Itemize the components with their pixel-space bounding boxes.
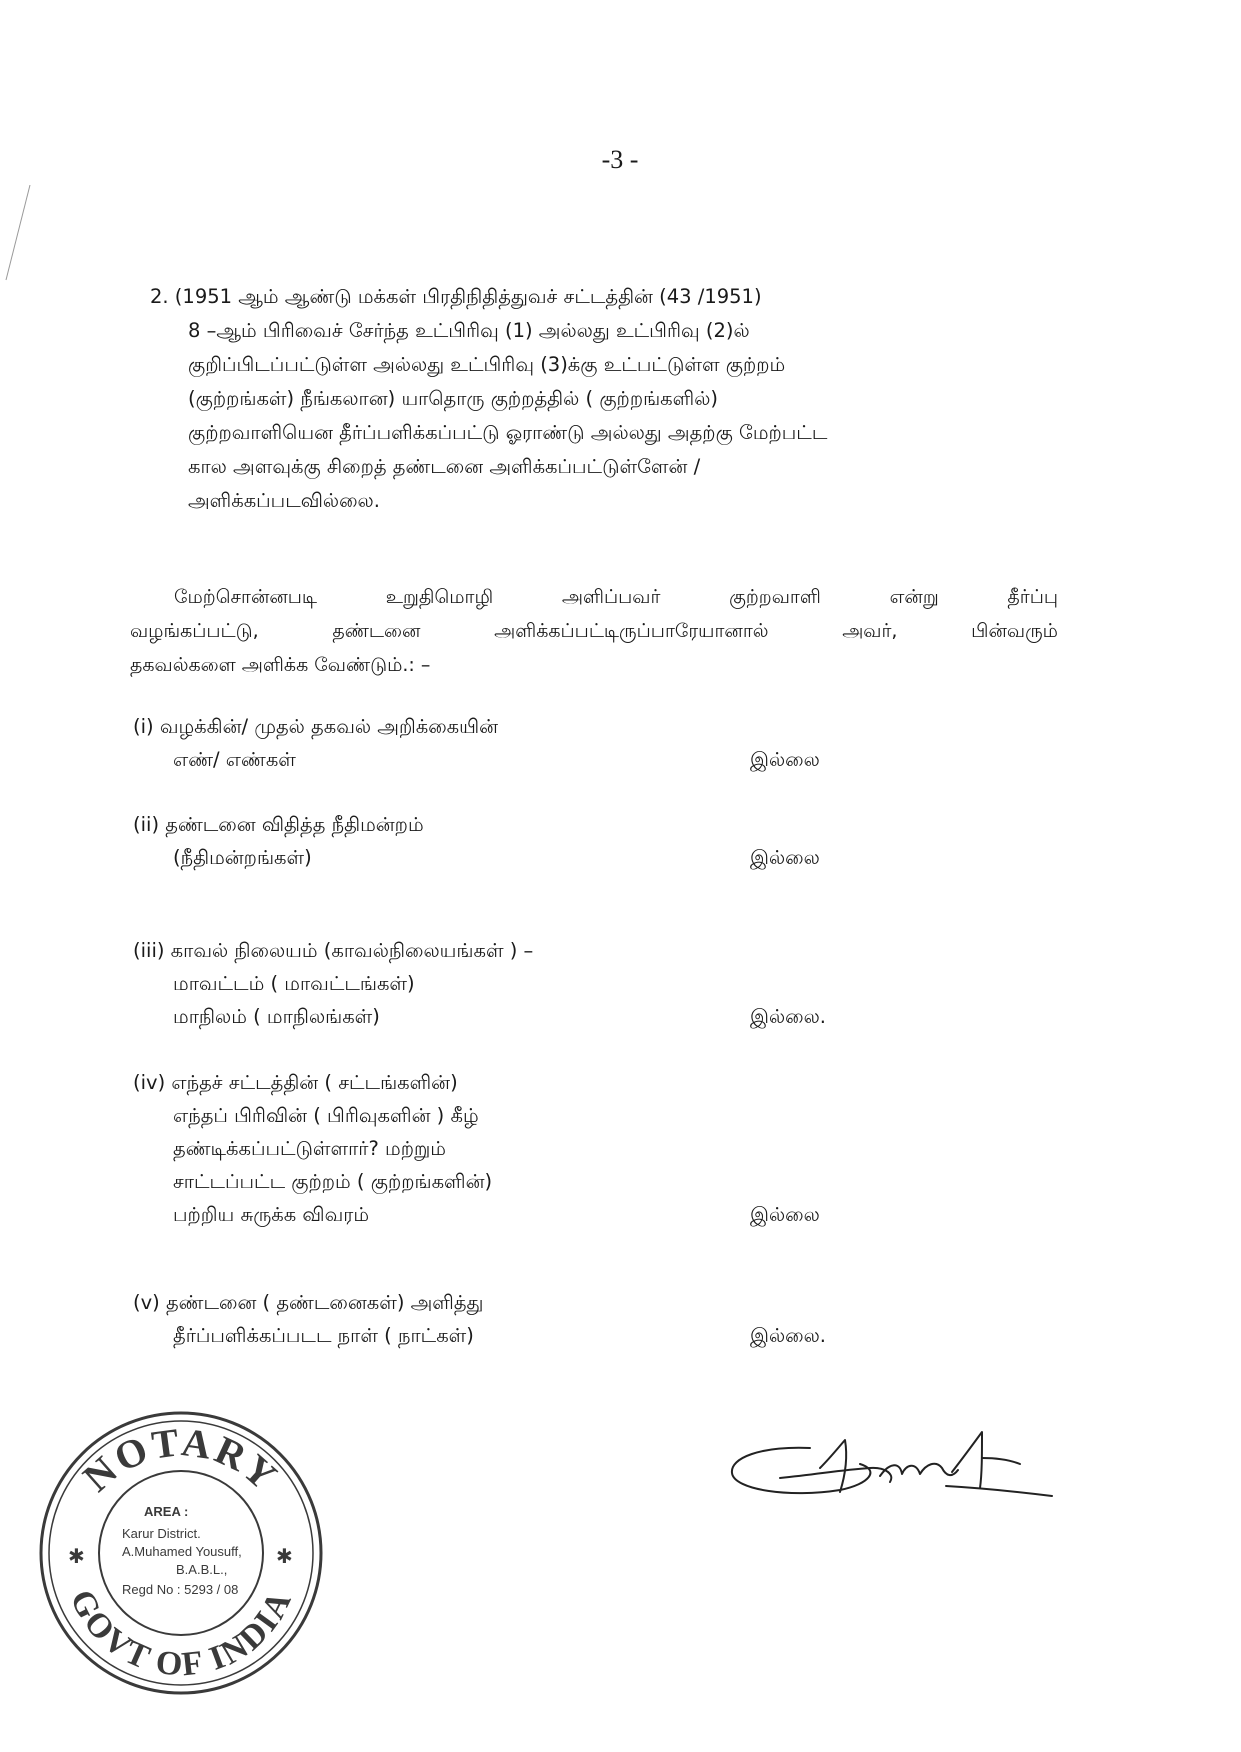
notary-stamp	[36, 1408, 326, 1698]
paragraph-line	[150, 416, 1010, 450]
intro-line-3: தகவல்களை அளிக்க வேண்டும்.: –	[130, 654, 431, 676]
stamp-line: A.Muhamed Yousuff,	[122, 1544, 242, 1559]
intro-paragraph	[130, 580, 1058, 682]
paragraph-2	[150, 280, 1010, 518]
intro-word: என்று	[889, 586, 939, 608]
svg-text:NOTARY	[74, 1419, 288, 1500]
page-number: -3 -	[601, 145, 639, 174]
paragraph-text: 2. (1951 ஆம் ஆண்டு மக்கள் பிரதிநிதித்துவச் சட்டத்தின் (43 /1951)	[150, 285, 762, 308]
item-ii	[133, 808, 893, 874]
intro-word: வழங்கப்பட்டு,	[130, 620, 259, 642]
item-text: மாவட்டம் ( மாவட்டங்கள்)	[173, 972, 415, 995]
paragraph-text: அளிக்கப்படவில்லை.	[188, 489, 380, 512]
svg-text:GOVT OF INDIA	[63, 1584, 300, 1684]
item-text: தண்டிக்கப்பட்டுள்ளார்? மற்றும்	[173, 1137, 446, 1160]
intro-line-2	[130, 614, 1058, 648]
item-iii	[133, 934, 893, 1033]
intro-word: அளிப்பவர்	[561, 586, 661, 608]
signature	[720, 1418, 1060, 1528]
paragraph-text: (குற்றங்கள்) நீங்கலான) யாதொரு குற்றத்தில் ( குற்றங்களில்)	[188, 387, 719, 410]
item-text: (iii) காவல் நிலையம் (காவல்நிலையங்கள் ) –	[133, 939, 534, 962]
item-v	[133, 1286, 893, 1352]
item-text: (iv) எந்தச் சட்டத்தின் ( சட்டங்களின்)	[133, 1071, 458, 1094]
item-value: இல்லை	[750, 1203, 820, 1226]
stamp-line: AREA :	[144, 1504, 189, 1519]
stamp-bottom-text: GOVT OF INDIA	[62, 1584, 300, 1684]
item-iv	[133, 1066, 893, 1231]
item-text: (ii) தண்டனை விதித்த நீதிமன்றம்	[133, 813, 424, 836]
star-icon: ✱	[68, 1544, 85, 1568]
intro-word: உறுதிமொழி	[385, 586, 494, 608]
intro-word: அவர்,	[842, 620, 898, 642]
item-text: தீர்ப்பளிக்கப்படட நாள் ( நாட்கள்)	[173, 1324, 474, 1347]
intro-line-1	[130, 580, 1058, 614]
paragraph-text: குற்றவாளியென தீர்ப்பளிக்கப்பட்டு ஓராண்டு அல்லது அதற்கு மேற்பட்ட	[188, 421, 828, 444]
stamp-line: Karur District.	[122, 1526, 201, 1541]
item-value: இல்லை	[750, 748, 820, 771]
item-text: எந்தப் பிரிவின் ( பிரிவுகளின் ) கீழ்	[173, 1104, 479, 1127]
paragraph-line	[150, 280, 1010, 314]
paragraph-line	[150, 484, 1010, 518]
intro-word: மேற்சொன்னபடி	[174, 586, 318, 608]
intro-word: தீர்ப்பு	[1007, 586, 1058, 608]
item-text: மாநிலம் ( மாநிலங்கள்)	[173, 1005, 380, 1028]
paragraph-line	[150, 314, 1010, 348]
margin-scan-mark	[0, 185, 40, 285]
paragraph-text: 8 –ஆம் பிரிவைச் சேர்ந்த உட்பிரிவு (1) அல்லது உட்பிரிவு (2)ல்	[188, 319, 750, 342]
intro-word: பின்வரும்	[971, 620, 1058, 642]
item-value: இல்லை	[750, 846, 820, 869]
paragraph-text: குறிப்பிடப்பட்டுள்ள அல்லது உட்பிரிவு (3)க்கு உட்பட்டுள்ள குற்றம்	[188, 353, 786, 376]
paragraph-line	[150, 382, 1010, 416]
stamp-top-text: NOTARY	[74, 1419, 288, 1501]
item-text: பற்றிய சுருக்க விவரம்	[173, 1203, 370, 1226]
item-value: இல்லை.	[750, 1005, 826, 1028]
item-text: (நீதிமன்றங்கள்)	[173, 846, 312, 869]
intro-word: குற்றவாளி	[729, 586, 821, 608]
paragraph-line	[150, 348, 1010, 382]
stamp-line: Regd No : 5293 / 08	[122, 1582, 239, 1597]
paragraph-text: கால அளவுக்கு சிறைத் தண்டனை அளிக்கப்பட்டுள்ளேன் /	[188, 455, 701, 478]
item-text: எண்/ எண்கள்	[173, 748, 296, 771]
star-icon: ✱	[276, 1544, 293, 1568]
item-text: (i) வழக்கின்/ முதல் தகவல் அறிக்கையின்	[133, 715, 499, 738]
paragraph-line	[150, 450, 1010, 484]
intro-word: அளிக்கப்பட்டிருப்பாரேயானால்	[494, 620, 769, 642]
item-text: சாட்டப்பட்ட குற்றம் ( குற்றங்களின்)	[173, 1170, 493, 1193]
item-text: (v) தண்டனை ( தண்டனைகள்) அளித்து	[133, 1291, 484, 1314]
item-i	[133, 710, 893, 776]
stamp-line: B.A.B.L.,	[176, 1562, 228, 1577]
intro-word: தண்டனை	[332, 620, 421, 642]
item-value: இல்லை.	[750, 1324, 826, 1347]
